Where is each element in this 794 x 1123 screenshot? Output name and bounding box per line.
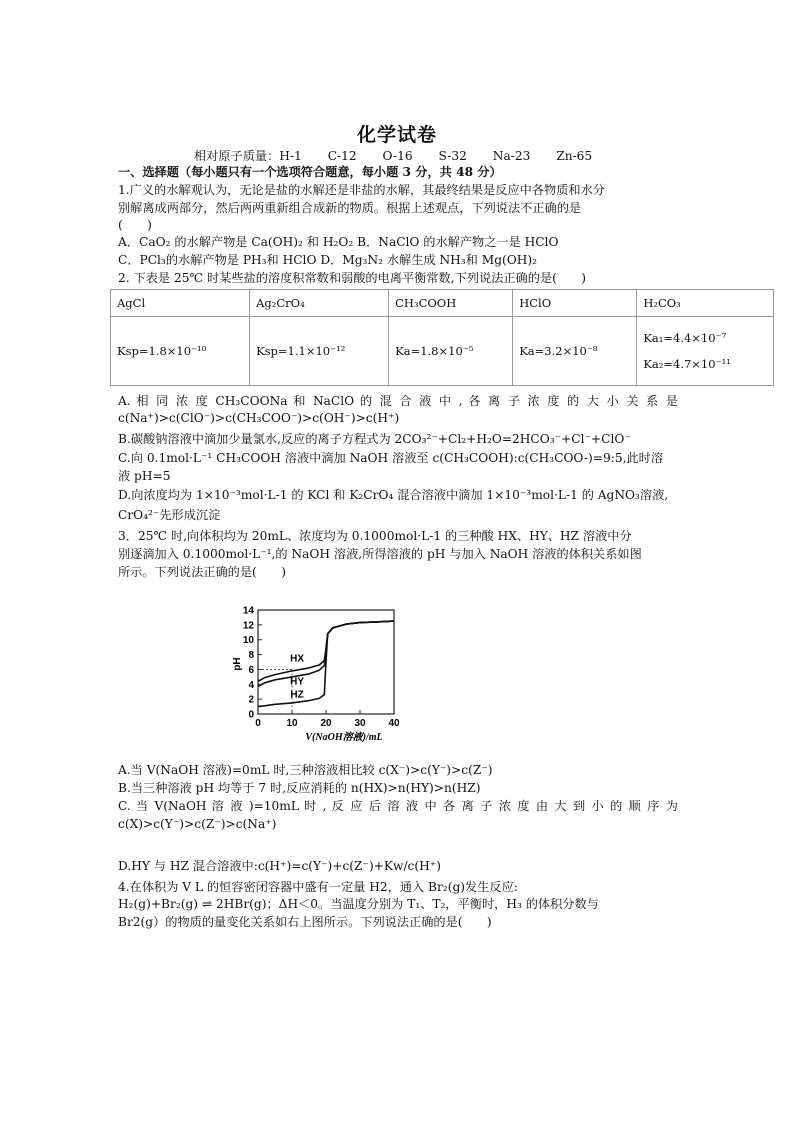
y-tick-label: 8 xyxy=(248,650,254,662)
table-cell: Ka=3.2×10⁻⁸ xyxy=(513,317,637,386)
series-label-hy: HY xyxy=(290,676,305,688)
q4-line-3: Br2(g）的物质的量变化关系如右上图所示。下列说法正确的是( ) xyxy=(118,915,492,929)
mass-c: C-12 xyxy=(327,149,357,163)
q1-line-1: 1.广义的水解观认为，无论是盐的水解还是非盐的水解，其最终结果是反应中各物质和水分 xyxy=(118,183,605,197)
table-header: AgCl xyxy=(111,290,250,317)
chart-series xyxy=(258,621,394,707)
mass-zn: Zn-65 xyxy=(556,149,593,163)
page-title: 化学试卷 xyxy=(356,124,437,146)
y-tick-label: 12 xyxy=(242,620,254,632)
x-tick-label: 20 xyxy=(320,718,332,729)
y-tick-label: 4 xyxy=(248,679,254,691)
table-cell: Ka=1.8×10⁻⁵ xyxy=(389,317,513,386)
chart-x-axis-label: V(NaOH溶液)/mL xyxy=(305,732,383,743)
x-tick-label: 30 xyxy=(354,718,366,729)
q3-line-1: 3．25℃ 时,向体积均为 20mL、浓度均为 0.1000mol·L-1 的三种酸 HX、HY、HZ 溶液中分 xyxy=(118,529,632,543)
series-line-hz xyxy=(258,621,394,707)
q2-option-a-2: c(Na⁺)>c(ClO⁻)>c(CH₃COO⁻)>c(OH⁻)>c(H⁺) xyxy=(118,411,400,425)
table-header: Ag₂CrO₄ xyxy=(250,290,389,317)
mass-na: Na-23 xyxy=(492,149,531,163)
q1-line-3: ( ) xyxy=(118,218,152,232)
q2-option-b: B.碳酸钠溶液中滴加少量氯水,反应的离子方程式为 2CO₃²⁻+Cl₂+H₂O=2HCO₃⁻+Cl⁻+ClO⁻ xyxy=(118,432,631,446)
mass-o: O-16 xyxy=(382,149,413,163)
table-cell: Ksp=1.1×10⁻¹² xyxy=(250,317,389,386)
q3-option-c-1: C. 当 V(NaOH 溶 液 )=10mL 时 , 反 应 后 溶 液 中 各 离 子 浓 度 由 大 到 小 的 顺 序 为 xyxy=(118,799,678,813)
x-tick-label: 10 xyxy=(286,718,298,729)
q2-stem: 2. 下表是 25℃ 时某些盐的溶度积常数和弱酸的电离平衡常数,下列说法正确的是( ) xyxy=(118,271,586,285)
mass-h: 相对原子质量：H-1 xyxy=(194,149,302,163)
titration-chart xyxy=(226,602,406,752)
q2-option-d-1: D.向浓度均为 1×10⁻³mol·L-1 的 KCl 和 K₂CrO₄ 混合溶液中滴加 1×10⁻³mol·L-1 的 AgNO₃溶液, xyxy=(118,488,669,502)
chart-reference-lines xyxy=(258,669,292,714)
q3-option-c-2: c(X)>c(Y⁻)>c(Z⁻)>c(Na⁺) xyxy=(118,817,277,831)
table-cell: Ksp=1.8×10⁻¹⁰ xyxy=(111,317,250,386)
ka1-value: Ka₁=4.4×10⁻⁷ xyxy=(643,331,727,345)
q4-line-2: H₂(g)+Br₂(g) ⇌ 2HBr(g)；ΔH＜0。当温度分别为 T₁、T₂，平衡时，H₃ 的体积分数与 xyxy=(118,897,599,911)
y-tick-label: 14 xyxy=(242,605,254,617)
table-header: HClO xyxy=(513,290,637,317)
q1-line-2: 别解离成两部分，然后两两重新组合成新的物质。根据上述观点，下列说法不正确的是 xyxy=(118,201,582,215)
q3-option-a: A.当 V(NaOH 溶液)=0mL 时,三种溶液相比较 c(X⁻)>c(Y⁻)>c(Z⁻) xyxy=(118,763,493,777)
x-tick-label: 40 xyxy=(388,718,400,729)
q3-line-2: 别逐滴加入 0.1000mol·L⁻¹,的 NaOH 溶液,所得溶液的 pH 与加入 NaOH 溶液的体积关系如图 xyxy=(118,547,642,561)
q1-option-ab: A．CaO₂ 的水解产物是 Ca(OH)₂ 和 H₂O₂ B．NaClO 的水解产物之一是 HClO xyxy=(118,235,559,249)
q1-option-cd: C．PCl₃的水解产物是 PH₃和 HClO D．Mg₃N₂ 水解生成 NH₃和 Mg(OH)₂ xyxy=(118,253,538,267)
q3-option-d: D.HY 与 HZ 混合溶液中:c(H⁺)=c(Y⁻)+c(Z⁻)+Kw/c(H⁺) xyxy=(118,859,441,873)
chart-series-labels xyxy=(290,653,304,700)
y-tick-label: 10 xyxy=(242,635,254,647)
q2-option-c-2: 液 pH=5 xyxy=(118,469,171,483)
chart-y-axis-label: pH xyxy=(232,657,243,671)
q3-option-b: B.当三种溶液 pH 均等于 7 时,反应消耗的 n(HX)>n(HY)>n(HZ) xyxy=(118,781,481,795)
table-header: H₂CO₃ xyxy=(637,290,774,317)
series-label-hx: HX xyxy=(290,653,305,665)
q4-line-1: 4.在体积为 V L 的恒容密闭容器中盛有一定量 H2，通入 Br₂(g)发生反应: xyxy=(118,880,518,894)
series-label-hz: HZ xyxy=(290,689,304,701)
y-tick-label: 6 xyxy=(248,664,254,676)
y-tick-label: 0 xyxy=(248,709,254,721)
q3-line-3: 所示。下列说法正确的是( ) xyxy=(118,565,286,579)
x-tick-label: 0 xyxy=(255,718,261,729)
q2-option-a-1: A. 相 同 浓 度 CH₃COONa 和 NaClO 的 混 合 液 中 , 各 离 子 浓 度 的 大 小 关 系 是 xyxy=(118,394,678,408)
mass-s: S-32 xyxy=(438,149,467,163)
atomic-masses xyxy=(194,147,614,164)
ka2-value: Ka₂=4.7×10⁻¹¹ xyxy=(643,357,731,371)
q2-option-d-2: CrO₄²⁻先形成沉淀 xyxy=(118,508,221,522)
constants-table xyxy=(110,289,774,386)
q2-option-c-1: C.向 0.1mol·L⁻¹ CH₃COOH 溶液中滴加 NaOH 溶液至 c(CH₃COOH):c(CH₃COO-)=9:5,此时溶 xyxy=(118,451,664,465)
table-cell-h2co3 xyxy=(637,317,774,386)
section-heading: 一、选择题（每小题只有一个选项符合题意，每小题 3 分，共 48 分） xyxy=(118,165,502,179)
y-tick-label: 2 xyxy=(248,694,254,706)
table-header: CH₃COOH xyxy=(389,290,513,317)
